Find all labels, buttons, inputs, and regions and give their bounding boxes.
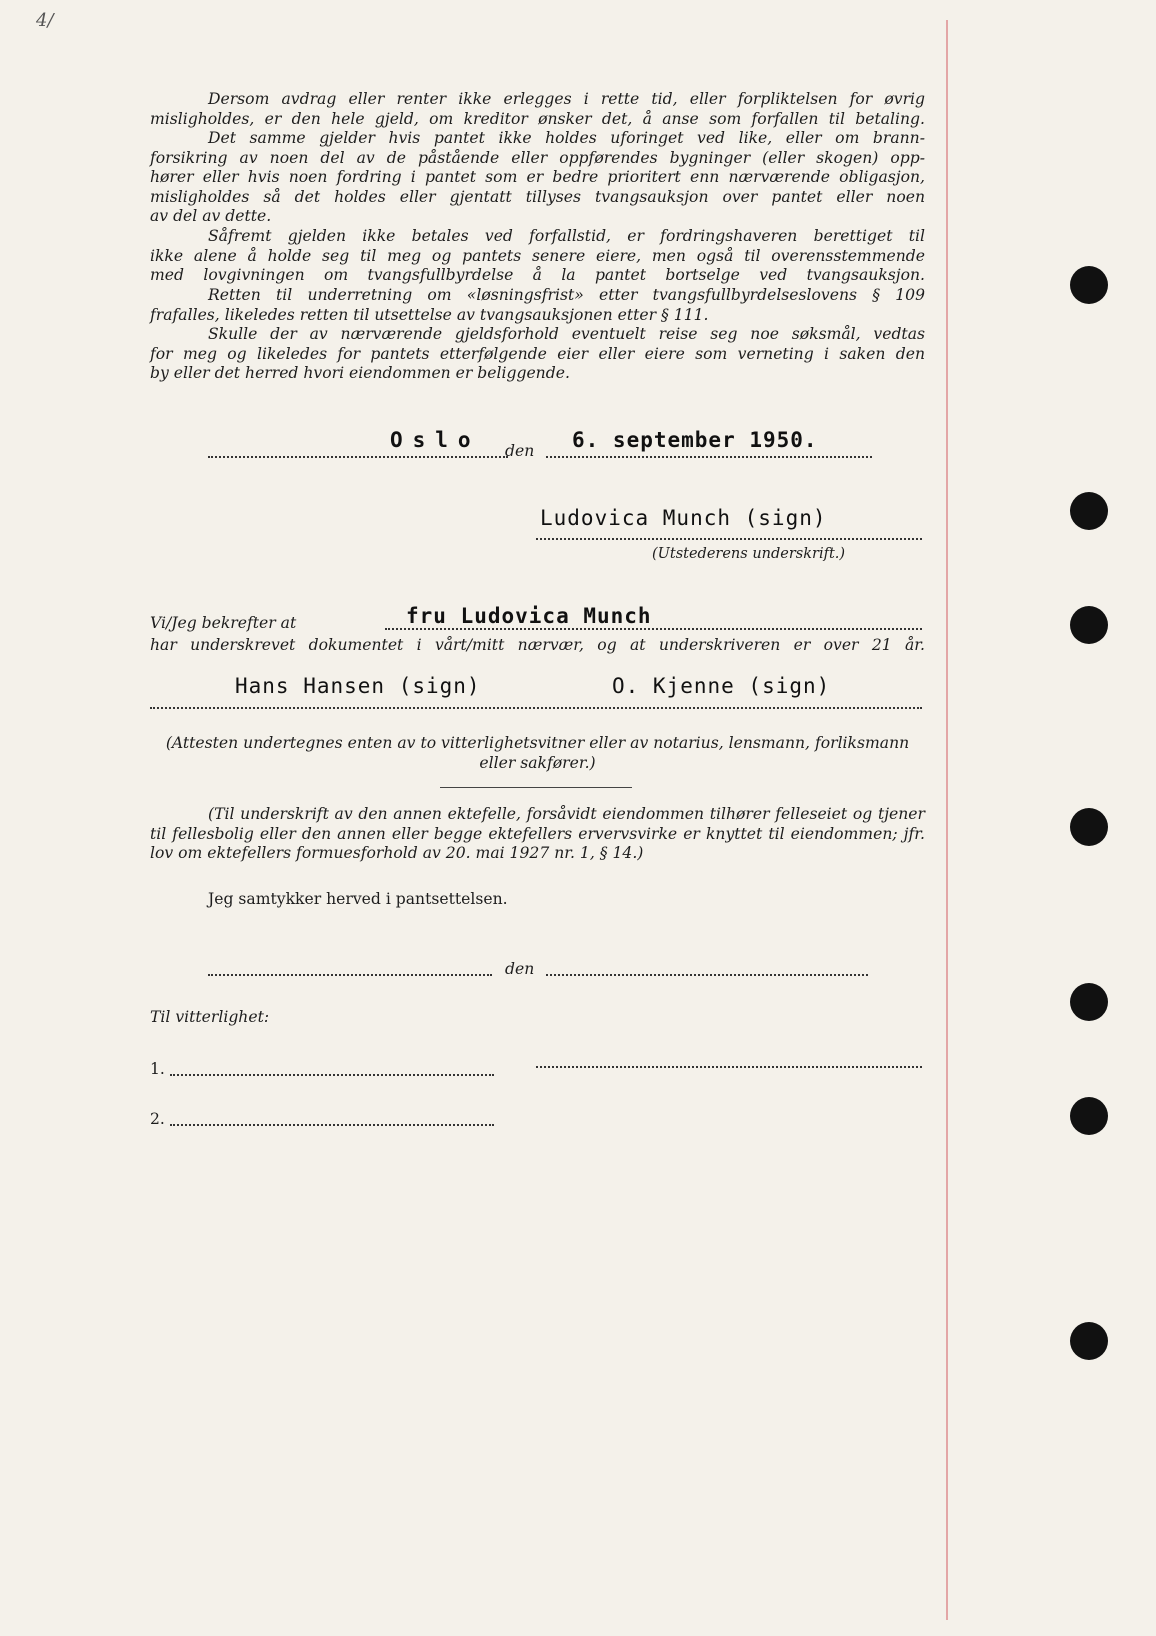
place-value: Oslo bbox=[390, 428, 481, 452]
punch-hole bbox=[1070, 492, 1108, 530]
witness-number-2: 2. bbox=[150, 1110, 165, 1128]
witness-heading: Til vitterlighet: bbox=[150, 1008, 270, 1026]
separator-rule bbox=[440, 787, 632, 788]
issuer-signature-caption: (Utstederens underskrift.) bbox=[652, 546, 846, 562]
consent-date-line bbox=[546, 974, 868, 976]
paragraph-venue-end: by eller det herred hvori eiendommen er beliggende. bbox=[150, 364, 570, 382]
den-label: den bbox=[505, 442, 535, 460]
punch-hole bbox=[1070, 1097, 1108, 1135]
paragraph-maintenance-end: av del av dette. bbox=[150, 207, 272, 225]
witness-2-signature: O. Kjenne (sign) bbox=[612, 674, 831, 698]
witness-number-1: 1. bbox=[150, 1060, 165, 1078]
consent-witness-2-line bbox=[170, 1124, 494, 1126]
paragraph-notice-end: frafalles, likeledes retten til utsettelse av tvangsauksjonen etter § 111. bbox=[150, 306, 709, 324]
punch-hole bbox=[1070, 808, 1108, 846]
confirm-statement: har underskrevet dokumentet i vårt/mitt nærvær, og at underskriveren er over 21 år. bbox=[150, 636, 925, 654]
consent-signature-line bbox=[536, 1066, 922, 1068]
paragraph-maintenance: Det samme gjelder hvis pantet ikke holdes uforinget ved like, eller om brann- forsikring av noen del av de påstående eller oppførendes bygninger (eller skogen) opp- hører eller hvis noen fordring i pantet som er bedre prioritert enn nærværende obligasjon, misligholdes så det holdes eller gjentatt tillyses tvangsauksjon over pantet eller noen bbox=[150, 129, 925, 206]
witness-signature-line bbox=[150, 707, 922, 709]
place-line bbox=[208, 456, 508, 458]
spouse-note-end: lov om ektefellers formuesforhold av 20. mai 1927 nr. 1, § 14.) bbox=[150, 844, 644, 862]
date-value: 6. september 1950. bbox=[572, 428, 818, 452]
issuer-signature: Ludovica Munch (sign) bbox=[540, 506, 827, 530]
issuer-signature-line bbox=[536, 538, 922, 540]
spouse-note: (Til underskrift av den annen ektefelle, forsåvidt eiendommen tilhører felleseiet og tjener til fellesbolig eller den annen eller begge ektefellers ervervsvirke er knyttet til eiendommen; jfr. bbox=[150, 805, 925, 843]
confirm-name-line bbox=[385, 628, 922, 630]
paragraph-due: Såfremt gjelden ikke betales ved forfallstid, er fordringshaveren berettiget til ikke alene å holde seg til meg og pantets senere eiere, men også til overensstemmende med lovgivningen om tvangsfullbyrdelse å la pantet bortselge ved tvangsauksjon. bbox=[150, 227, 925, 285]
red-margin-line bbox=[946, 20, 948, 1620]
punch-hole bbox=[1070, 266, 1108, 304]
punch-hole bbox=[1070, 983, 1108, 1021]
paragraph-venue: Skulle der av nærværende gjeldsforhold eventuelt reise seg noe søksmål, vedtas for meg og likeledes for pantets etterfølgende eier eller eiere som verneting i saken den bbox=[150, 325, 925, 363]
paragraph-notice: Retten til underretning om «løsningsfrist» etter tvangsfullbyrdelseslovens § 109 bbox=[208, 286, 925, 304]
witness-1-signature: Hans Hansen (sign) bbox=[235, 674, 481, 698]
corner-annotation: 4/ bbox=[36, 10, 54, 31]
consent-witness-1-line bbox=[170, 1074, 494, 1076]
date-line bbox=[546, 456, 872, 458]
confirm-name: fru Ludovica Munch bbox=[406, 604, 652, 628]
punch-hole bbox=[1070, 1322, 1108, 1360]
consent-place-line bbox=[208, 974, 492, 976]
paragraph-default: Dersom avdrag eller renter ikke erlegges i rette tid, eller forpliktelsen for øvrig misligholdes, er den hele gjeld, om kreditor ønsker det, å anse som forfallen til betaling. bbox=[150, 90, 925, 128]
punch-hole bbox=[1070, 606, 1108, 644]
confirm-label: Vi/Jeg bekrefter at bbox=[150, 614, 297, 632]
consent-den-label: den bbox=[505, 960, 535, 978]
attestation-note: (Attesten undertegnes enten av to vitterlighetsvitner eller av notarius, lensmann, forliksmann eller sakfører.) bbox=[165, 734, 910, 772]
consent-statement: Jeg samtykker herved i pantsettelsen. bbox=[208, 890, 508, 908]
